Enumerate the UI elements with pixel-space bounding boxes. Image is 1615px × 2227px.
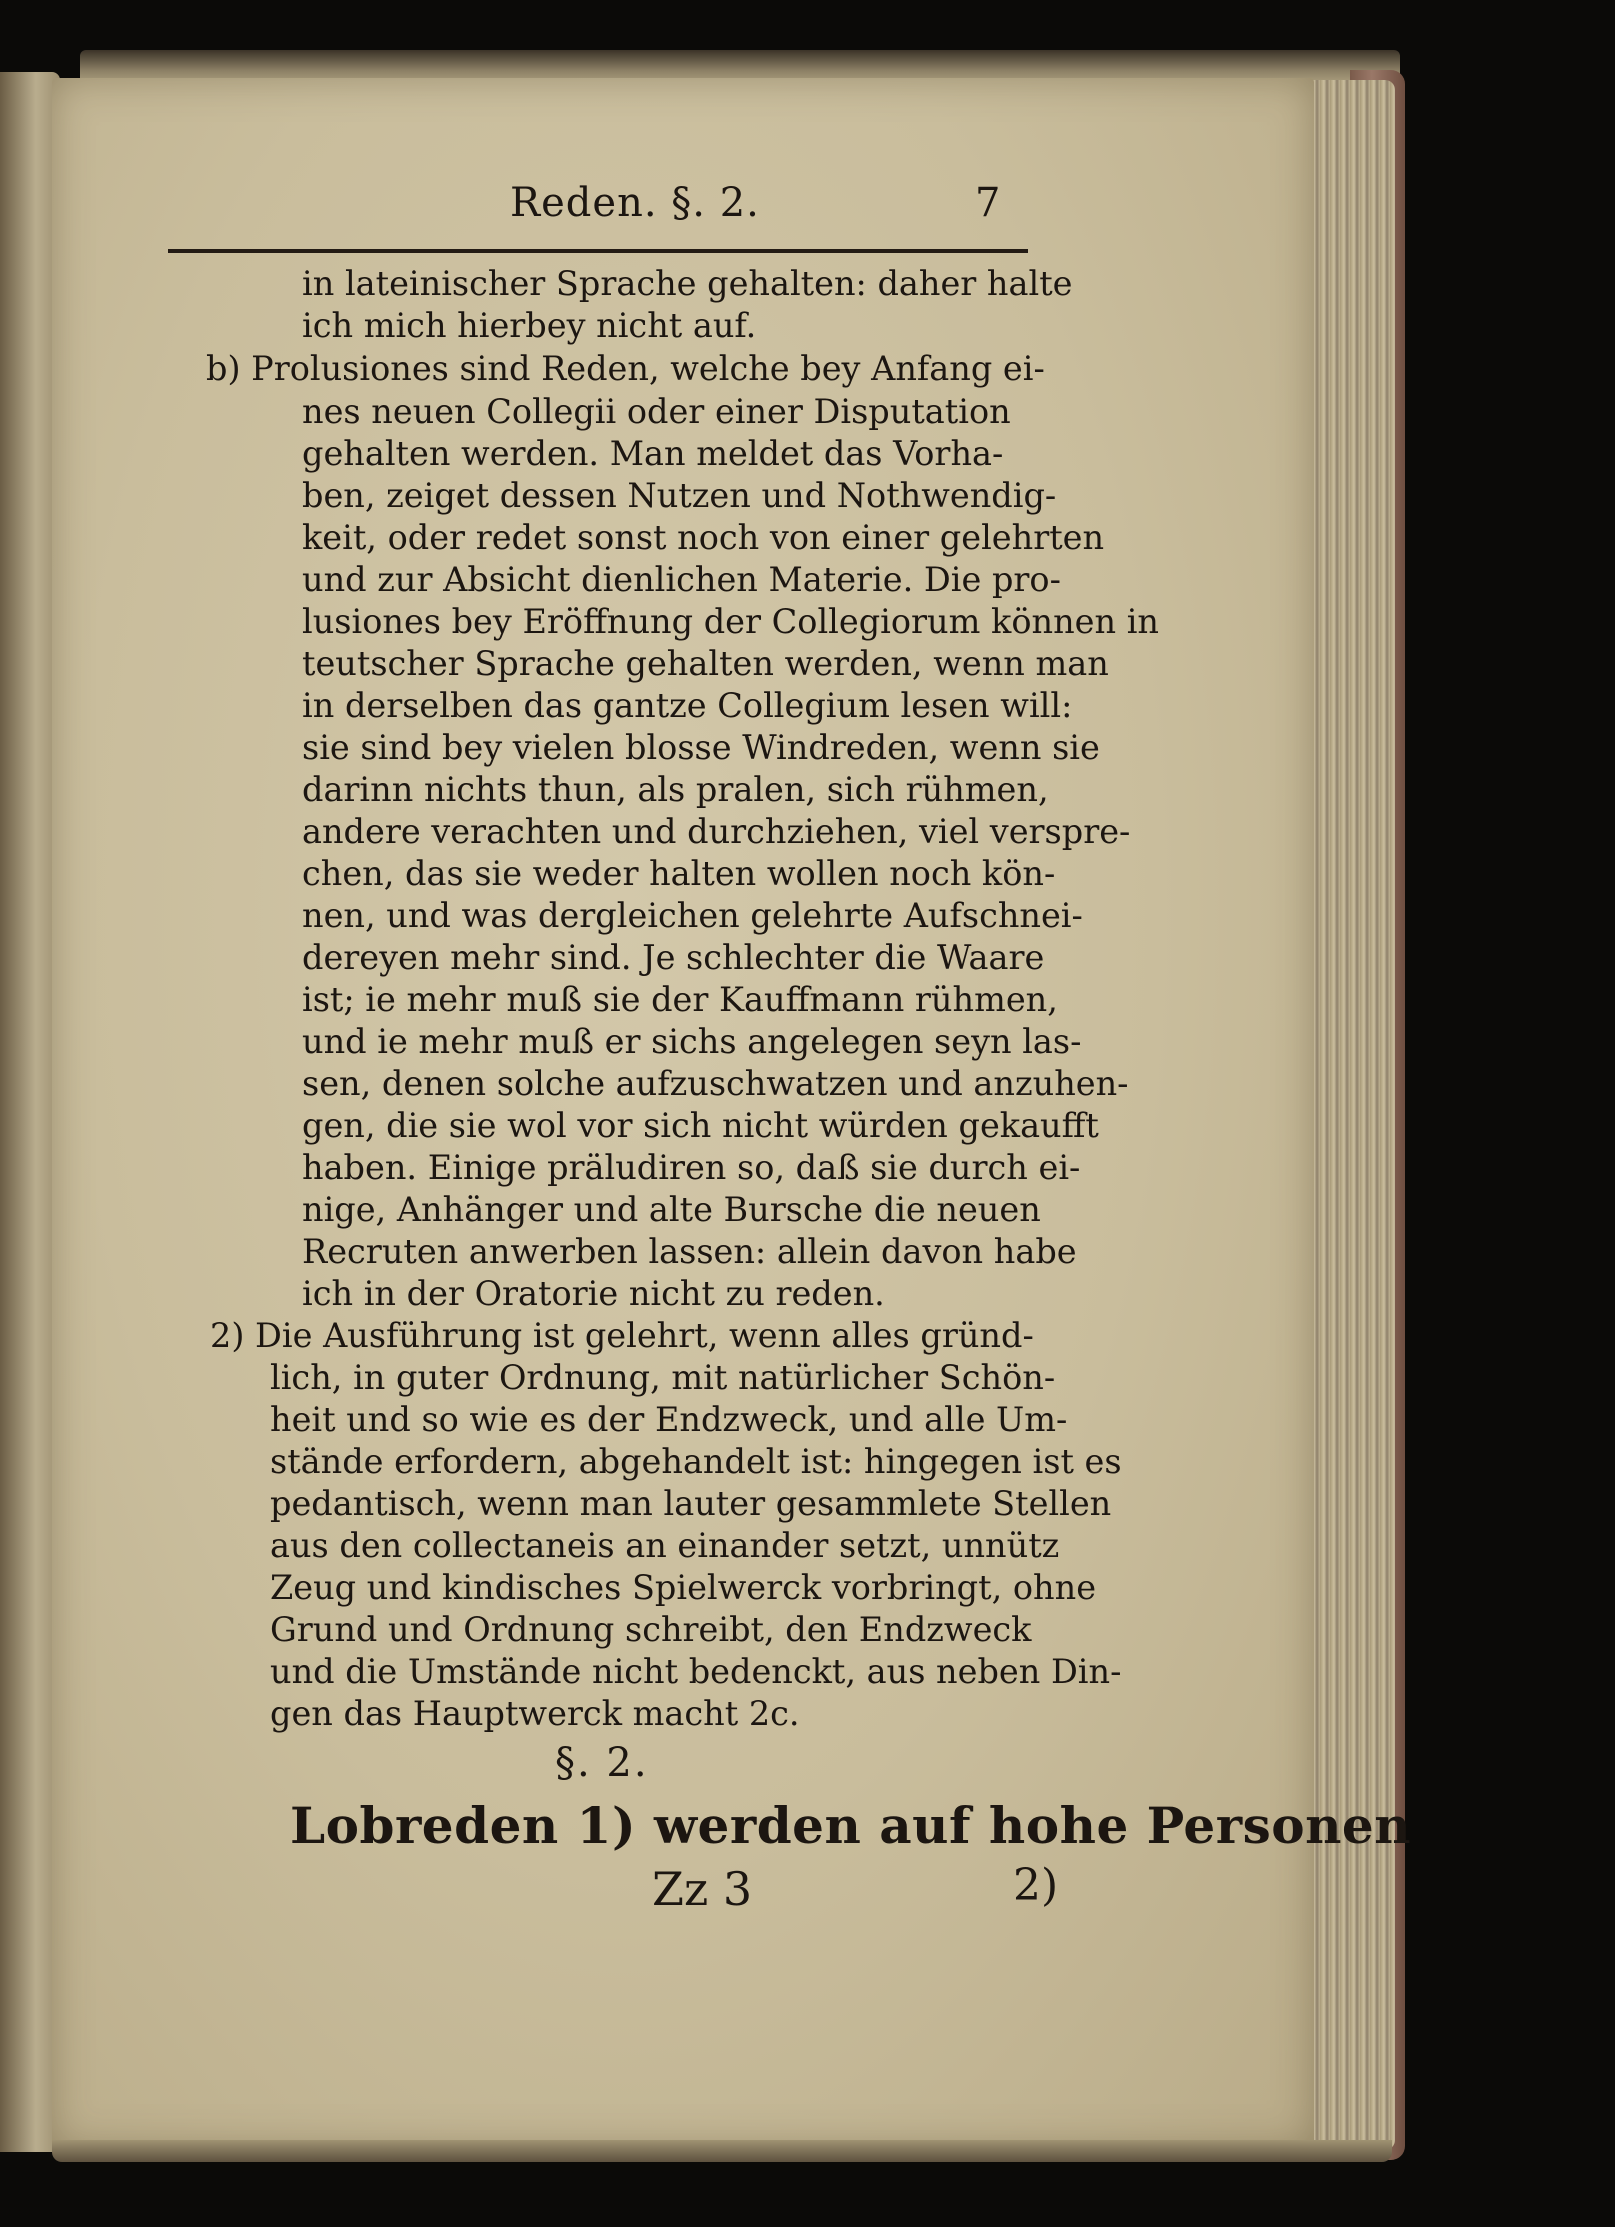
text-line: lusiones bey Eröffnung der Collegiorum können in bbox=[302, 602, 1159, 641]
text-line: nige, Anhänger und alte Bursche die neuen bbox=[302, 1190, 1041, 1229]
text-line: ist; ie mehr muß sie der Kauffmann rühmen, bbox=[302, 980, 1058, 1019]
text-line: dereyen mehr sind. Je schlechter die Waare bbox=[302, 938, 1045, 977]
text-line: 2) Die Ausführung ist gelehrt, wenn alles gründ- bbox=[210, 1316, 1034, 1355]
header-rule bbox=[168, 249, 1028, 253]
text-line: sen, denen solche aufzuschwatzen und anzuhen- bbox=[302, 1064, 1129, 1103]
text-line: Zeug und kindisches Spielwerck vorbringt, ohne bbox=[270, 1568, 1097, 1607]
catchword: 2) bbox=[1013, 1860, 1059, 1911]
text-line: gehalten werden. Man meldet das Vorha- bbox=[302, 434, 1004, 473]
text-line: ich in der Oratorie nicht zu reden. bbox=[302, 1274, 885, 1313]
section-mark: §. 2. bbox=[555, 1740, 649, 1786]
text-line: sie sind bey vielen blosse Windreden, wenn sie bbox=[302, 728, 1100, 767]
text-line: haben. Einige präludiren so, daß sie durch ei- bbox=[302, 1148, 1081, 1187]
text-line: b) Prolusiones sind Reden, welche bey Anfang ei- bbox=[206, 349, 1045, 388]
text-line: in lateinischer Sprache gehalten: daher halte bbox=[302, 264, 1073, 303]
text-line: ben, zeiget dessen Nutzen und Nothwendig- bbox=[302, 476, 1057, 515]
running-head: Reden. §. 2. bbox=[510, 180, 760, 226]
text-line: gen das Hauptwerck macht 2c. bbox=[270, 1694, 800, 1733]
text-line: und die Umstände nicht bedenckt, aus neben Din- bbox=[270, 1652, 1122, 1691]
text-line: und ie mehr muß er sichs angelegen seyn las- bbox=[302, 1022, 1082, 1061]
text-line: und zur Absicht dienlichen Materie. Die pro- bbox=[302, 560, 1061, 599]
text-line: gen, die sie wol vor sich nicht würden gekaufft bbox=[302, 1106, 1099, 1145]
text-line: stände erfordern, abgehandelt ist: hingegen ist es bbox=[270, 1442, 1122, 1481]
text-line: teutscher Sprache gehalten werden, wenn man bbox=[302, 644, 1109, 683]
text-line: andere verachten und durchziehen, viel verspre- bbox=[302, 812, 1131, 851]
text-line: in derselben das gantze Collegium lesen will: bbox=[302, 686, 1073, 725]
section-heading-line: Lobreden 1) werden auf hohe Personen bbox=[290, 1796, 1412, 1855]
text-line: keit, oder redet sonst noch von einer gelehrten bbox=[302, 518, 1105, 557]
text-line: aus den collectaneis an einander setzt, unnütz bbox=[270, 1526, 1060, 1565]
text-line: Grund und Ordnung schreibt, den Endzweck bbox=[270, 1610, 1032, 1649]
text-line: chen, das sie weder halten wollen noch kön- bbox=[302, 854, 1056, 893]
text-line: pedantisch, wenn man lauter gesammlete Stellen bbox=[270, 1484, 1112, 1523]
text-line: heit und so wie es der Endzweck, und alle Um- bbox=[270, 1400, 1068, 1439]
printer-signature: Zz 3 bbox=[652, 1862, 753, 1916]
text-line: ich mich hierbey nicht auf. bbox=[302, 306, 757, 345]
text-line: nes neuen Collegii oder einer Disputation bbox=[302, 392, 1011, 431]
text-line: Recruten anwerben lassen: allein davon habe bbox=[302, 1232, 1077, 1271]
page-number: 7 bbox=[975, 180, 1001, 226]
text-line: darinn nichts thun, als pralen, sich rühmen, bbox=[302, 770, 1049, 809]
text-line: nen, und was dergleichen gelehrte Aufschnei- bbox=[302, 896, 1083, 935]
text-line: lich, in guter Ordnung, mit natürlicher Schön- bbox=[270, 1358, 1056, 1397]
